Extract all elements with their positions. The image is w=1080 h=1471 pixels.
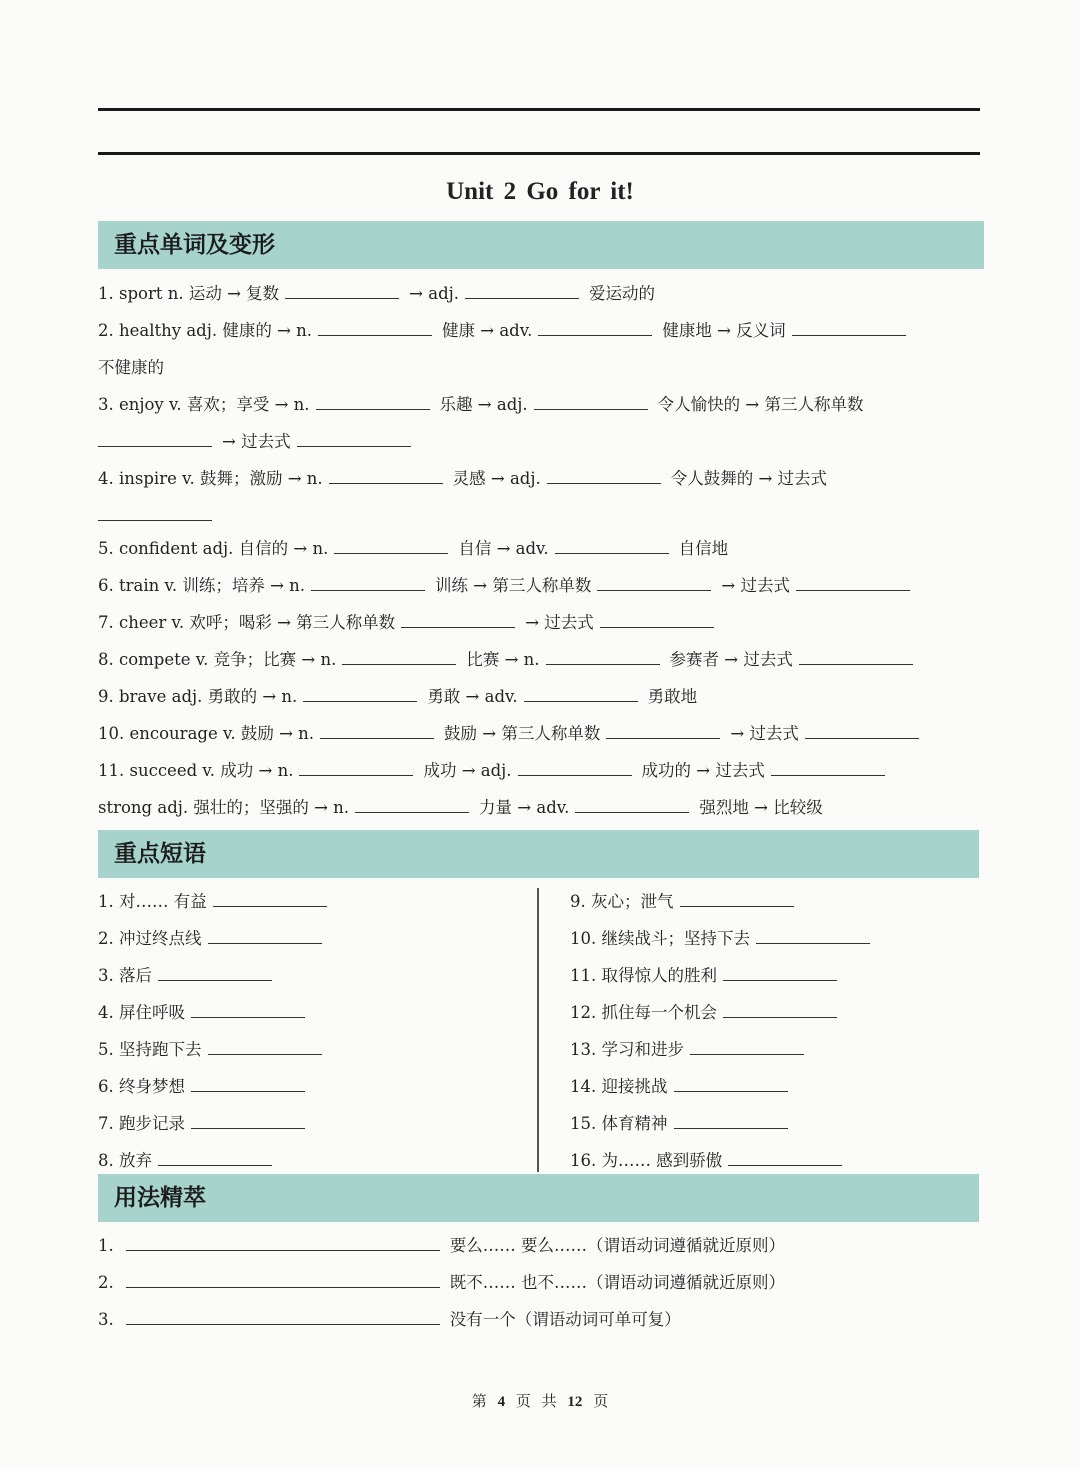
phrase-item: 13. 学习和进步 <box>570 1037 814 1063</box>
answer-blank[interactable] <box>191 1001 305 1018</box>
answer-blank[interactable] <box>674 1112 788 1129</box>
vocab-line-9: 9. brave adj. 勇敢的 → n. 勇敢 → adv. 勇敢地 <box>98 687 698 706</box>
answer-blank[interactable] <box>805 722 919 739</box>
answer-blank[interactable] <box>796 574 910 591</box>
answer-blank[interactable] <box>524 685 638 702</box>
vocab-line-6: 6. train v. 训练；培养 → n. 训练 → 第三人称单数 → 过去式 <box>98 573 998 599</box>
answer-blank[interactable] <box>299 759 413 776</box>
phrase-item: 8. 放弃 <box>98 1148 282 1174</box>
phrase-item: 4. 屏住呼吸 <box>98 1000 315 1026</box>
answer-blank[interactable] <box>534 393 648 410</box>
answer-blank[interactable] <box>465 282 579 299</box>
answer-blank[interactable] <box>606 722 720 739</box>
phrase-item: 11. 取得惊人的胜利 <box>570 963 847 989</box>
answer-blank[interactable] <box>297 430 411 447</box>
vocab-line-8: 8. compete v. 竞争；比赛 → n. 比赛 → n. 参赛者 → 过去式 <box>98 647 998 673</box>
vocab-line-2b: 不健康的 <box>98 358 164 377</box>
answer-blank[interactable] <box>799 648 913 665</box>
answer-blank[interactable] <box>674 1075 788 1092</box>
answer-blank[interactable] <box>126 1308 440 1325</box>
answer-blank[interactable] <box>318 319 432 336</box>
answer-blank[interactable] <box>690 1038 804 1055</box>
answer-blank[interactable] <box>208 1038 322 1055</box>
vocab-line-2: 2. healthy adj. 健康的 → n. 健康 → adv. 健康地 → 反义词 <box>98 318 998 344</box>
column-divider <box>537 888 539 1172</box>
answer-blank[interactable] <box>285 282 399 299</box>
answer-blank[interactable] <box>316 393 430 410</box>
answer-blank[interactable] <box>546 648 660 665</box>
answer-blank[interactable] <box>334 537 448 554</box>
usage-line-1: 1. 要么…… 要么……（谓语动词遵循就近原则） <box>98 1236 785 1255</box>
section-header-usage: 用法精萃 <box>98 1174 979 1222</box>
answer-blank[interactable] <box>756 927 870 944</box>
answer-blank[interactable] <box>518 759 632 776</box>
vocab-line-3b: → 过去式 <box>98 429 998 455</box>
answer-blank[interactable] <box>547 467 661 484</box>
answer-blank[interactable] <box>213 890 327 907</box>
answer-blank[interactable] <box>158 1149 272 1166</box>
answer-blank[interactable] <box>311 574 425 591</box>
answer-blank[interactable] <box>126 1271 440 1288</box>
usage-line-3: 3. 没有一个（谓语动词可单可复） <box>98 1310 681 1329</box>
answer-blank[interactable] <box>555 537 669 554</box>
answer-blank[interactable] <box>191 1112 305 1129</box>
answer-blank[interactable] <box>771 759 885 776</box>
answer-blank[interactable] <box>342 648 456 665</box>
phrase-item: 2. 冲过终点线 <box>98 926 332 952</box>
answer-blank[interactable] <box>792 319 906 336</box>
answer-blank[interactable] <box>320 722 434 739</box>
section-header-phrases: 重点短语 <box>98 830 979 878</box>
phrase-item: 15. 体育精神 <box>570 1111 798 1137</box>
answer-blank[interactable] <box>597 574 711 591</box>
answer-blank[interactable] <box>98 504 212 521</box>
phrase-item: 10. 继续战斗；坚持下去 <box>570 926 880 952</box>
top-rule-2 <box>98 152 980 155</box>
page-title: Unit 2 Go for it! <box>446 178 634 205</box>
vocab-line-7: 7. cheer v. 欢呼；喝彩 → 第三人称单数 → 过去式 <box>98 610 998 636</box>
phrase-item: 7. 跑步记录 <box>98 1111 315 1137</box>
top-rule-1 <box>98 108 980 111</box>
answer-blank[interactable] <box>98 430 212 447</box>
vocab-line-11: 11. succeed v. 成功 → n. 成功 → adj. 成功的 → 过去式 <box>98 758 998 784</box>
vocab-line-1: 1. sport n. 运动 → 复数 → adj. 爱运动的 <box>98 284 655 303</box>
section-header-words: 重点单词及变形 <box>98 221 984 269</box>
answer-blank[interactable] <box>303 685 417 702</box>
phrase-item: 6. 终身梦想 <box>98 1074 315 1100</box>
phrase-item: 16. 为…… 感到骄傲 <box>570 1148 852 1174</box>
phrase-item: 12. 抓住每一个机会 <box>570 1000 847 1026</box>
vocab-line-3: 3. enjoy v. 喜欢；享受 → n. 乐趣 → adj. 令人愉快的 → 第三人称单数 <box>98 395 864 414</box>
phrase-item: 14. 迎接挑战 <box>570 1074 798 1100</box>
answer-blank[interactable] <box>126 1234 440 1251</box>
answer-blank[interactable] <box>728 1149 842 1166</box>
answer-blank[interactable] <box>538 319 652 336</box>
vocab-line-5: 5. confident adj. 自信的 → n. 自信 → adv. 自信地 <box>98 539 729 558</box>
phrase-item: 5. 坚持跑下去 <box>98 1037 332 1063</box>
answer-blank[interactable] <box>355 796 469 813</box>
answer-blank[interactable] <box>723 964 837 981</box>
page-footer: 第 4 页 共 12 页 <box>471 1392 609 1410</box>
usage-line-2: 2. 既不…… 也不……（谓语动词遵循就近原则） <box>98 1273 785 1292</box>
answer-blank[interactable] <box>575 796 689 813</box>
answer-blank[interactable] <box>208 927 322 944</box>
phrase-item: 3. 落后 <box>98 963 282 989</box>
vocab-line-10: 10. encourage v. 鼓励 → n. 鼓励 → 第三人称单数 → 过去式 <box>98 721 998 747</box>
phrase-item: 1. 对…… 有益 <box>98 889 337 915</box>
answer-blank[interactable] <box>329 467 443 484</box>
answer-blank[interactable] <box>191 1075 305 1092</box>
vocab-line-4b <box>98 503 998 529</box>
vocab-line-4: 4. inspire v. 鼓舞；激励 → n. 灵感 → adj. 令人鼓舞的 → 过去式 <box>98 469 828 488</box>
answer-blank[interactable] <box>158 964 272 981</box>
answer-blank[interactable] <box>401 611 515 628</box>
answer-blank[interactable] <box>723 1001 837 1018</box>
phrase-item: 9. 灰心；泄气 <box>570 889 804 915</box>
answer-blank[interactable] <box>600 611 714 628</box>
vocab-line-strong: strong adj. 强壮的；坚强的 → n. 力量 → adv. 强烈地 → 比较级 <box>98 798 823 817</box>
answer-blank[interactable] <box>680 890 794 907</box>
